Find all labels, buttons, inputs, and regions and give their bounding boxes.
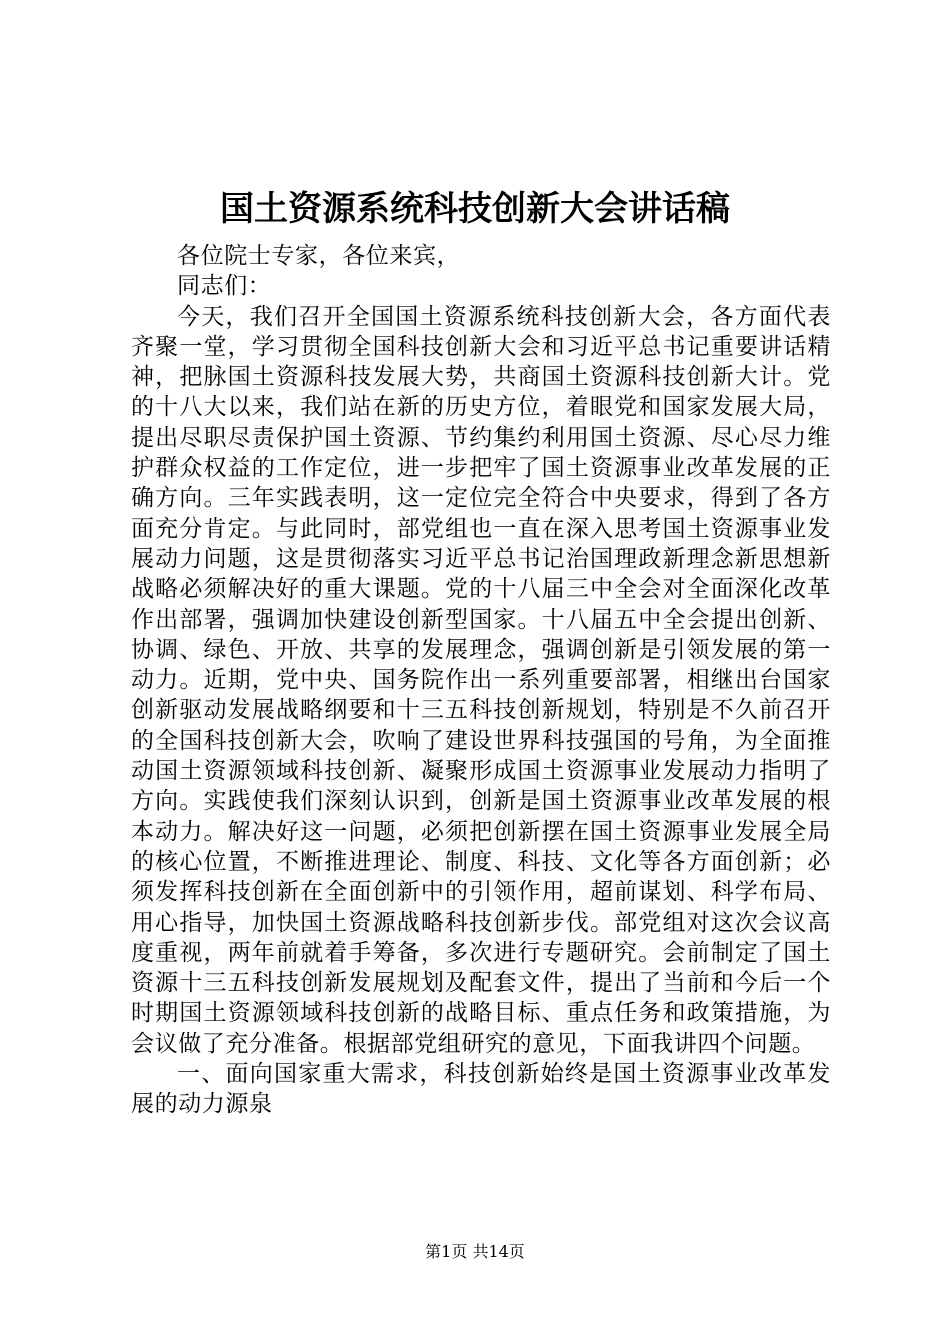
document-body xyxy=(131,241,831,1120)
document-title: 国土资源系统科技创新大会讲话稿 xyxy=(220,189,730,229)
page-footer: 第1页 共14页 xyxy=(425,1242,525,1261)
salutation-line: 各位院士专家，各位来宾， xyxy=(177,243,461,269)
body-paragraph: 今天，我们召开全国国土资源系统科技创新大会，各方面代表齐聚一堂，学习贯彻全国科技创新大会和习近平总书记重要讲话精神，把脉国土资源科技发展大势，共商国土资源科技创新大计。党的十八大以来，我们站在新的历史方位，着眼党和国家发展大局，提出尽职尽责保护国土资源、节约集约利用国土资源、尽心尽力维护群众权益的工作定位，进一步把牢了国土资源事业改革发展的正确方向。三年实践表明，这一定位完全符合中央要求，得到了各方面充分肯定。与此同时，部党组也一直在深入思考国土资源事业发展动力问题，这是贯彻落实习近平总书记治国理政新理念新思想新战略必须解决好的重大课题。党的十八届三中全会对全面深化改革作出部署，强调加快建设创新型国家。十八届五中全会提出创新、协调、绿色、开放、共享的发展理念，强调创新是引领发展的第一动力。近期，党中央、国务院作出一系列重要部署，相继出台国家创新驱动发展战略纲要和十三五科技创新规划，特别是不久前召开的全国科技创新大会，吹响了建设世界科技强国的号角，为全面推动国土资源领域科技创新、凝聚形成国土资源事业发展动力指明了方向。实践使我们深刻认识到，创新是国土资源事业改革发展的根本动力。解决好这一问题，必须把创新摆在国土资源事业发展全局的核心位置，不断推进理论、制度、科技、文化等各方面创新；必须发挥科技创新在全面创新中的引领作用，超前谋划、科学布局、用心指导，加快国土资源战略科技创新步伐。部党组对这次会议高度重视，两年前就着手筹备，多次进行专题研究。会前制定了国土资源十三五科技创新发展规划及配套文件，提出了当前和今后一个时期国土资源领域科技创新的战略目标、重点任务和政策措施，为会议做了充分准备。根据部党组研究的意见，下面我讲四个问题。 xyxy=(131,303,831,1057)
salutation-line: 同志们： xyxy=(177,273,272,300)
section-heading: 一、面向国家重大需求，科技创新始终是国土资源事业改革发展的动力源泉 xyxy=(131,1061,831,1118)
